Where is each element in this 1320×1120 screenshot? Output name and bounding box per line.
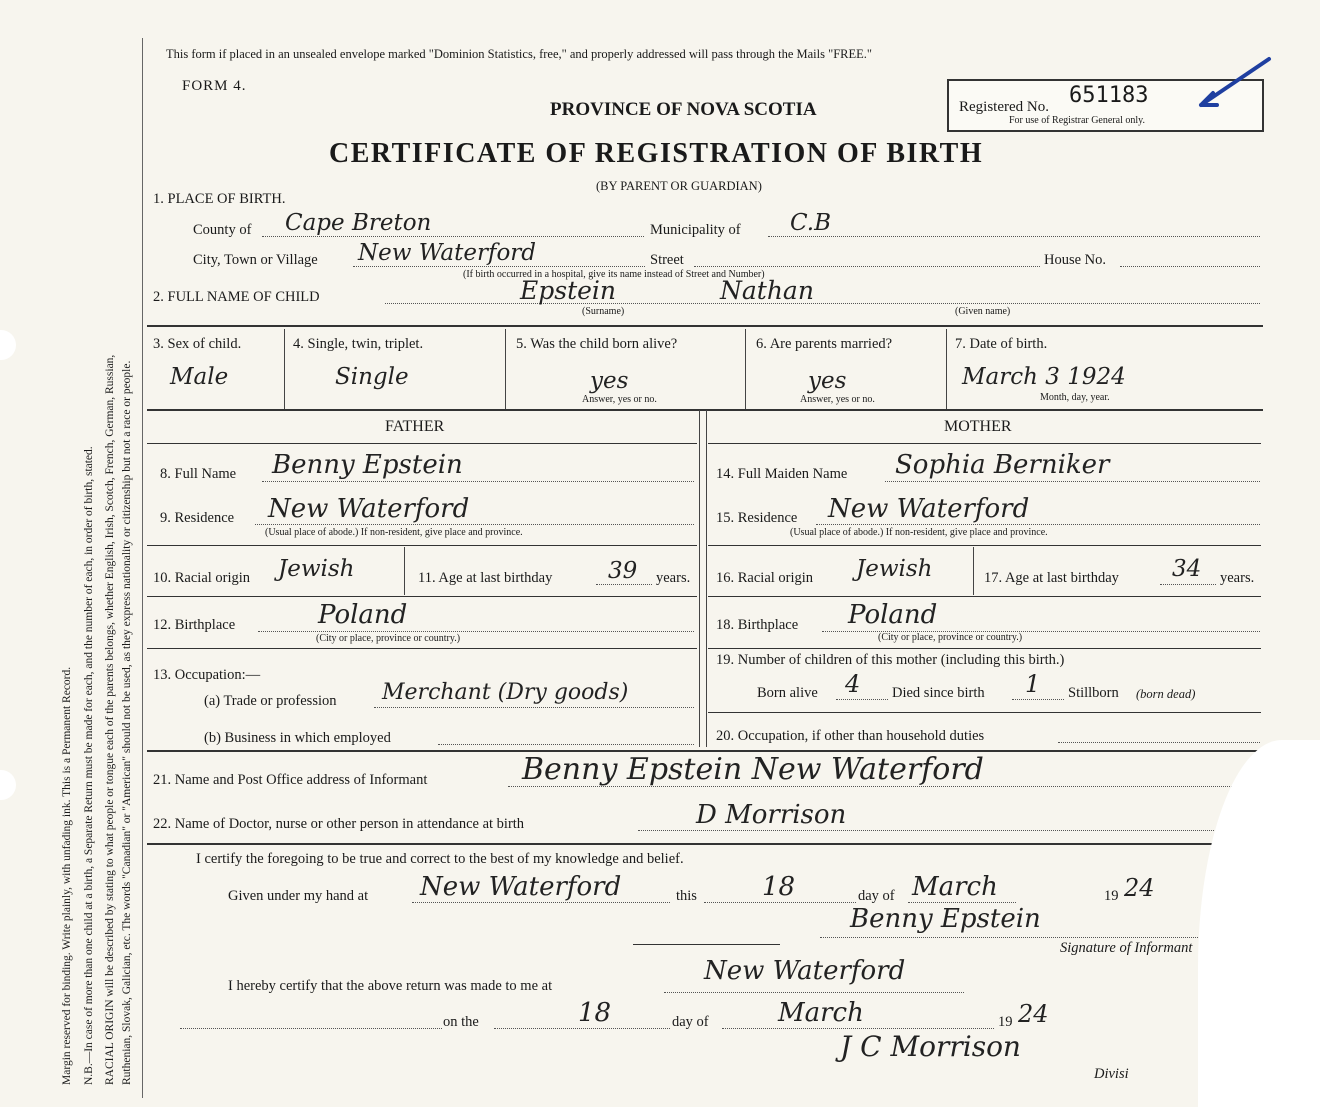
mother-age-unit: years. <box>1220 570 1255 586</box>
informant-label: 21. Name and Post Office address of Informant <box>153 772 428 788</box>
registrar-month-value: March <box>778 998 864 1028</box>
born-alive-value: yes <box>590 368 629 394</box>
given-year-value: 24 <box>1124 874 1155 902</box>
given-year-prefix: 19 <box>1104 888 1119 904</box>
father-name-value: Benny Epstein <box>272 450 463 480</box>
given-label: Given under my hand at <box>228 888 369 904</box>
margin-note-nationality: Ruthenian, Slovak, Galician, etc. The words "Canadian" or "American" should not be used, as they express nationality or citizenship but not a race or people. <box>121 360 133 1085</box>
informant-signature-label: Signature of Informant <box>1060 940 1193 956</box>
born-alive-count-label: Born alive <box>757 685 818 701</box>
county-value: Cape Breton <box>285 210 432 236</box>
province-heading: PROVINCE OF NOVA SCOTIA <box>550 99 817 120</box>
date-of-birth-label: 7. Date of birth. <box>955 336 1048 352</box>
mother-age-label: 17. Age at last birthday <box>984 570 1119 586</box>
doctor-label: 22. Name of Doctor, nurse or other person in attendance at birth <box>153 816 525 832</box>
children-count-label: 19. Number of children of this mother (including this birth.) <box>716 652 1065 668</box>
father-residence-label: 9. Residence <box>160 510 235 526</box>
registrar-day-value: 18 <box>578 998 612 1028</box>
sex-value: Male <box>170 364 229 390</box>
registered-value: 651183 <box>1069 83 1149 108</box>
stillborn-label: Stillborn <box>1068 685 1119 701</box>
mother-birthplace-label: 18. Birthplace <box>716 617 799 633</box>
registrar-statement: I hereby certify that the above return was made to me at <box>228 978 553 994</box>
father-residence-note: (Usual place of abode.) If non-resident, give place and province. <box>265 527 523 538</box>
municipality-value: C.B <box>790 210 831 236</box>
father-name-label: 8. Full Name <box>160 466 237 482</box>
father-birthplace-label: 12. Birthplace <box>153 617 236 633</box>
stillborn-note: (born dead) <box>1136 687 1196 701</box>
page-title: CERTIFICATE OF REGISTRATION OF BIRTH <box>329 138 984 169</box>
place-of-birth-heading: 1. PLACE OF BIRTH. <box>153 191 286 207</box>
registered-note: For use of Registrar General only. <box>1009 115 1145 126</box>
county-label: County of <box>193 222 252 238</box>
informant-value: Benny Epstein New Waterford <box>522 752 984 787</box>
died-since-birth-value: 1 <box>1025 670 1041 698</box>
parents-married-label: 6. Are parents married? <box>756 336 893 352</box>
doctor-value: D Morrison <box>696 800 847 830</box>
registrar-signature: J C Morrison <box>840 1030 1021 1063</box>
given-day-value: 18 <box>762 872 796 902</box>
surname-note: (Surname) <box>582 306 625 317</box>
born-alive-count-value: 4 <box>845 670 861 698</box>
father-age-value: 39 <box>608 558 638 584</box>
trade-label: (a) Trade or profession <box>204 693 337 709</box>
given-place-value: New Waterford <box>420 872 622 902</box>
mother-birthplace-value: Poland <box>848 600 938 630</box>
house-number-label: House No. <box>1044 252 1107 268</box>
father-age-unit: years. <box>656 570 691 586</box>
registered-label: Registered No. <box>959 99 1049 115</box>
torn-corner <box>1198 740 1320 1120</box>
plurality-value: Single <box>335 364 409 390</box>
margin-rule <box>142 38 143 1098</box>
father-occupation-label: 13. Occupation:— <box>153 667 261 683</box>
born-alive-label: 5. Was the child born alive? <box>516 336 678 352</box>
parents-married-value: yes <box>808 368 847 394</box>
born-alive-note: Answer, yes or no. <box>582 394 657 405</box>
binding-hole <box>0 770 16 800</box>
on-the-label: on the <box>443 1014 479 1030</box>
mother-age-value: 34 <box>1172 556 1202 582</box>
father-birthplace-note: (City or place, province or country.) <box>316 633 461 644</box>
check-mark-icon <box>1195 55 1275 115</box>
given-month-value: March <box>912 872 998 902</box>
hospital-note: (If birth occurred in a hospital, give its name instead of Street and Number) <box>463 269 765 280</box>
registrar-day-of-label: day of <box>672 1014 709 1030</box>
this-label: this <box>676 888 697 904</box>
mother-race-label: 16. Racial origin <box>716 570 814 586</box>
city-value: New Waterford <box>358 240 537 266</box>
child-given-name: Nathan <box>720 276 814 305</box>
mother-residence-value: New Waterford <box>828 494 1030 524</box>
mother-occupation-label: 20. Occupation, if other than household duties <box>716 728 985 744</box>
registrar-year-prefix: 19 <box>998 1014 1013 1030</box>
father-heading: FATHER <box>385 418 445 435</box>
mother-heading: MOTHER <box>944 418 1012 435</box>
died-since-birth-label: Died since birth <box>892 685 985 701</box>
street-label: Street <box>650 252 684 268</box>
business-label: (b) Business in which employed <box>204 730 391 746</box>
mother-race-value: Jewish <box>856 556 933 582</box>
plurality-label: 4. Single, twin, triplet. <box>293 336 424 352</box>
parents-married-note: Answer, yes or no. <box>800 394 875 405</box>
father-residence-value: New Waterford <box>268 494 470 524</box>
mother-birthplace-note: (City or place, province or country.) <box>878 632 1023 643</box>
date-of-birth-value: March 3 1924 <box>962 364 1126 390</box>
division-label: Divisi <box>1094 1066 1129 1082</box>
registrar-place-value: New Waterford <box>704 956 906 986</box>
margin-note-binding: Margin reserved for binding. Write plainly, with unfading ink. This is a Permanent Record. <box>61 666 73 1085</box>
sex-label: 3. Sex of child. <box>153 336 242 352</box>
given-name-note: (Given name) <box>955 306 1011 317</box>
margin-note-racial-origin: RACIAL ORIGIN will be described by stating to what people or tongue each of the parents belongs, whether English, Irish, Scotch, French, German, Russian, <box>104 354 116 1085</box>
father-race-value: Jewish <box>278 556 355 582</box>
mother-name-value: Sophia Berniker <box>895 450 1110 480</box>
margin-note-nb: N.B.—In case of more than one child at a birth, a Separate Return must be made for each, and the number of each, in order of birth, stated. <box>83 446 95 1085</box>
child-name-label: 2. FULL NAME OF CHILD <box>153 289 320 305</box>
mother-name-label: 14. Full Maiden Name <box>716 466 848 482</box>
father-age-label: 11. Age at last birthday <box>418 570 553 586</box>
certify-statement: I certify the foregoing to be true and correct to the best of my knowledge and belief. <box>196 851 684 867</box>
date-of-birth-note: Month, day, year. <box>1040 392 1110 403</box>
father-race-label: 10. Racial origin <box>153 570 251 586</box>
form-number: FORM 4. <box>182 78 247 94</box>
registrar-year-value: 24 <box>1018 1000 1049 1028</box>
mother-residence-note: (Usual place of abode.) If non-resident, give place and province. <box>790 527 1048 538</box>
trade-value: Merchant (Dry goods) <box>382 680 629 705</box>
mother-residence-label: 15. Residence <box>716 510 798 526</box>
mail-notice: This form if placed in an unsealed envelope marked "Dominion Statistics, free," and properly addressed will pass through the Mails "FREE." <box>166 47 873 61</box>
given-day-of-label: day of <box>858 888 895 904</box>
page-subtitle: (BY PARENT OR GUARDIAN) <box>596 179 762 193</box>
informant-signature: Benny Epstein <box>850 904 1041 934</box>
child-surname: Epstein <box>520 276 617 305</box>
father-birthplace-value: Poland <box>318 600 408 630</box>
municipality-label: Municipality of <box>650 222 741 238</box>
city-label: City, Town or Village <box>193 252 318 268</box>
binding-hole <box>0 330 16 360</box>
